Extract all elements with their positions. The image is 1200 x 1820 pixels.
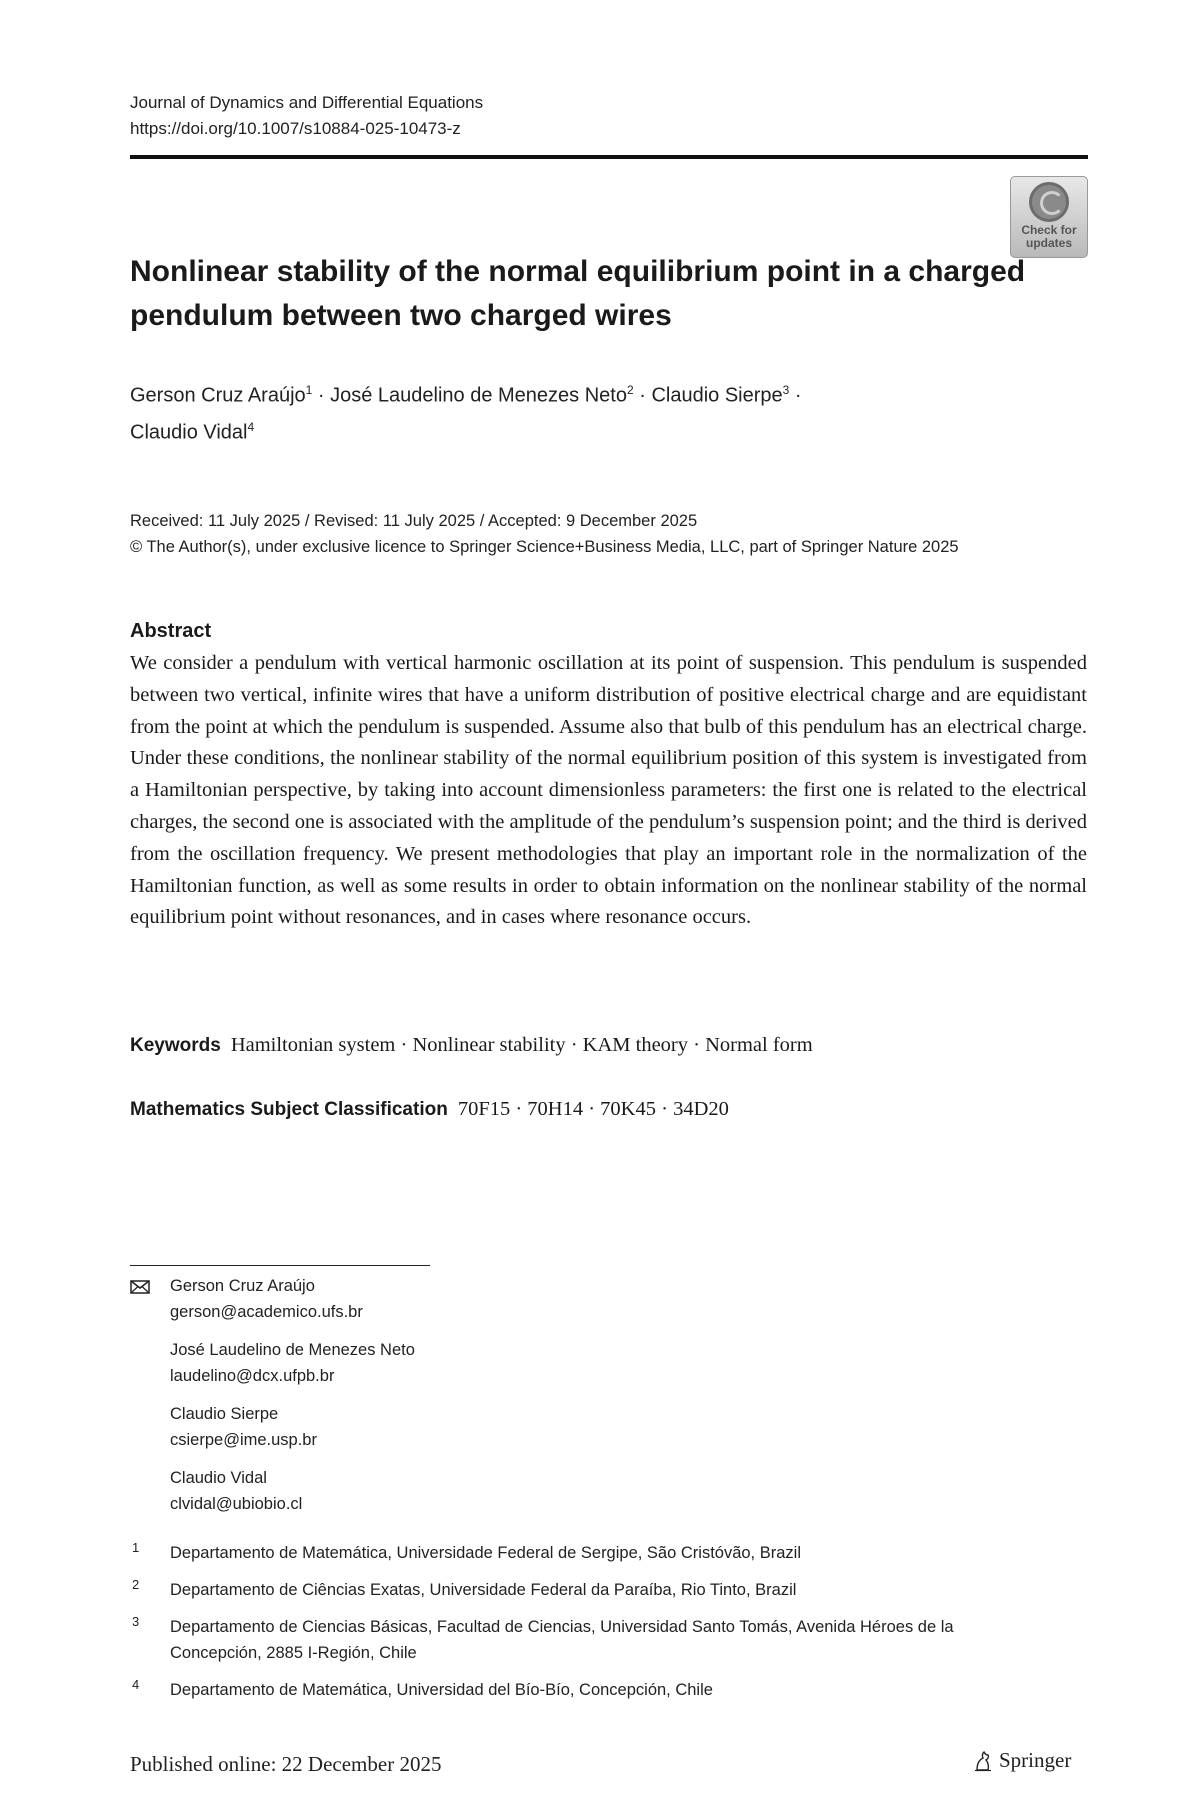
contact-email[interactable]: csierpe@ime.usp.br [170,1431,317,1449]
badge-line2: updates [1025,236,1072,250]
contact-name: Claudio Vidal [170,1469,267,1487]
affiliation-text: Departamento de Matemática, Universidad del Bío-Bío, Concepción, Chile [170,1681,713,1699]
journal-header [130,90,483,142]
badge-line1: Check for [1021,223,1077,237]
affiliation-item [130,1577,1030,1603]
paper-title: Nonlinear stability of the normal equilibrium point in a charged pendulum between two charged wires [130,255,1026,332]
footnote-rule [130,1265,430,1266]
corresponding-contacts [170,1273,415,1529]
published-online: Published online: 22 December 2025 [130,1752,442,1776]
keywords-value: Hamiltonian system · Nonlinear stability · KAM theory · Normal form [230,1034,813,1056]
affiliation-number: 2 [132,1577,140,1592]
header-rule [130,155,1088,159]
author-name[interactable]: Claudio Vidal [130,421,248,444]
author-affil-sup: 4 [247,419,255,434]
contact-email[interactable]: clvidal@ubiobio.cl [170,1495,303,1513]
publication-history [130,508,1090,560]
contact-entry [170,1337,415,1389]
affiliation-text: Departamento de Ciências Exatas, Universidade Federal da Paraíba, Rio Tinto, Brazil [170,1581,797,1599]
affiliation-number: 1 [132,1540,140,1555]
keywords-label: Keywords [130,1035,221,1056]
affiliations [130,1540,1030,1714]
journal-name: Journal of Dynamics and Differential Equations [130,93,484,112]
received-dates: Received: 11 July 2025 / Revised: 11 July 2025 / Accepted: 9 December 2025 [130,512,698,530]
author-affil-sup: 1 [305,383,313,397]
msc-value: 70F15 · 70H14 · 70K45 · 34D20 [457,1098,729,1120]
doi-link[interactable]: https://doi.org/10.1007/s10884-025-10473-z [130,119,461,138]
author-name[interactable]: José Laudelino de Menezes Neto [330,384,627,407]
affiliation-text: Departamento de Ciencias Básicas, Facultad de Ciencias, Universidad Santo Tomás, Avenida Héroes de la Concepción, 2885 I-Región, Chile [170,1618,954,1662]
check-for-updates-badge[interactable] [1010,176,1088,258]
affiliation-number: 3 [132,1614,140,1629]
author-name[interactable]: Claudio Sierpe [651,384,783,407]
author-affil-sup: 2 [626,383,634,397]
msc-label: Mathematics Subject Classification [130,1099,448,1120]
contact-name: José Laudelino de Menezes Neto [170,1341,415,1359]
affiliation-item [130,1677,1030,1703]
affiliation-item [130,1540,1030,1566]
contact-entry [170,1273,415,1325]
abstract-text: We consider a pendulum with vertical harmonic oscillation at its point of suspension. This pendulum is suspended between two vertical, infinite wires that have a uniform distribution of positive electrical charge and are equidistant from the point at which the pendulum is suspended. Assume also that bulb of this pendulum has an electrical charge. Under these conditions, the nonlinear stability of the normal equilibrium position of this system is investigated from a Hamiltonian perspective, by taking into account dimensionless parameters: the first one is related to the electrical charges, the second one is associated with the amplitude of the pendulum’s suspension point; and the third is derived from the oscillation frequency. We present methodologies that play an important role in the normalization of the Hamiltonian function, as well as some results in order to obtain information on the nonlinear stability of the normal equilibrium point without resonances, and in cases where resonance occurs. [130,652,1087,929]
affiliation-number: 4 [132,1677,140,1692]
contact-name: Gerson Cruz Araújo [170,1277,315,1295]
springer-horse-icon [973,1750,993,1772]
publisher-logo [973,1748,1071,1773]
contact-name: Claudio Sierpe [170,1405,279,1423]
copyright-notice: © The Author(s), under exclusive licence to Springer Science+Business Media, LLC, part of Springer Nature 2025 [130,538,959,556]
contact-email[interactable]: laudelino@dcx.ufpb.br [170,1367,335,1385]
author-name[interactable]: Gerson Cruz Araújo [130,384,306,407]
affiliation-text: Departamento de Matemática, Universidade Federal de Sergipe, São Cristóvão, Brazil [170,1544,801,1562]
keywords [130,1030,813,1061]
envelope-icon [130,1280,150,1294]
msc-classification [130,1094,729,1125]
contact-entry [170,1401,415,1453]
author-list: Gerson Cruz Araújo$^1$ · José Laudelino de Menezes Neto$^2$ · Claudio Sierpe$^3$ · Claudio Vidal$^4$ [130,383,802,444]
contact-entry [170,1465,415,1517]
abstract-heading: Abstract [130,620,212,642]
publisher-name: Springer [999,1748,1072,1772]
contact-email[interactable]: gerson@academico.ufs.br [170,1303,363,1321]
refresh-icon [1029,182,1069,222]
affiliation-item [130,1614,1030,1666]
author-affil-sup: 3 [782,383,790,397]
